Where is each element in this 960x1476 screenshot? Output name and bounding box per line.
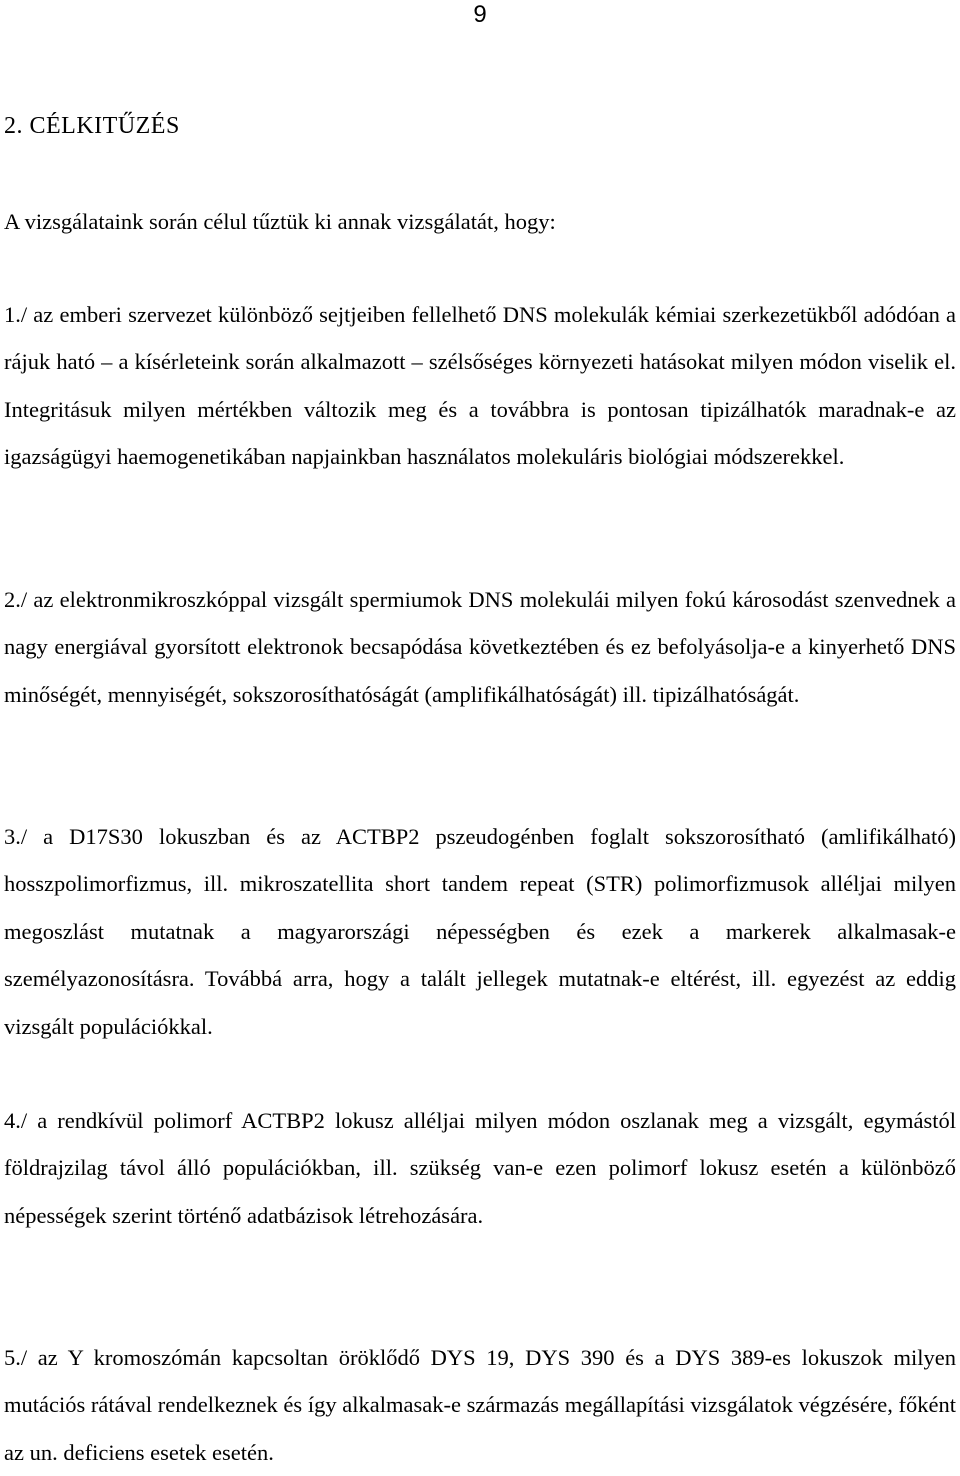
objective-paragraph-4: 4./ a rendkívül polimorf ACTBP2 lokusz alléljai milyen módon oszlanak meg a vizsgált, egymástól földrajzilag távol álló populációkban, ill. szükség van-e ezen polimorf lokusz esetén a különböző népességek szerint történő adatbázisok létrehozására. xyxy=(4,1108,956,1228)
page-number: 9 xyxy=(473,1,487,28)
objective-paragraph-2: 2./ az elektronmikroszkóppal vizsgált spermiumok DNS molekulái milyen fokú károsodást szenvednek a nagy energiával gyorsított elektronok becsapódása következtében és ez befolyásolja-e a kinyerhető DNS minőségét, mennyiségét, sokszorosíthatóságát (amplifikálhatóságát) ill. tipizálhatóságát. xyxy=(4,587,956,707)
section-heading: 2. CÉLKITŰZÉS xyxy=(4,113,180,139)
objective-paragraph-1: 1./ az emberi szervezet különböző sejtjeiben fellelhető DNS molekulák kémiai szerkezetükből adódóan a rájuk ható – a kísérleteink során alkalmazott – szélsőséges környezeti hatásokat milyen módon viselik el. Integritásuk milyen mértékben változik meg és a továbbra is pontosan tipizálhatók maradnak-e az igazságügyi haemogenetikában napjainkban használatos molekuláris biológiai módszerekkel. xyxy=(4,302,956,470)
objective-paragraph-3: 3./ a D17S30 lokuszban és az ACTBP2 pszeudogénben foglalt sokszorosítható (amlifikálható) hosszpolimorfizmus, ill. mikroszatellita short tandem repeat (STR) polimorfizmusok alléljai milyen megoszlást mutatnak a magyarországi népességben és ezek a markerek alkalmasak-e személyazonosításra. Továbbá arra, hogy a talált jellegek mutatnak-e eltérést, ill. egyezést az eddig vizsgált populációkkal. xyxy=(4,824,956,1039)
objective-paragraph-5: 5./ az Y kromoszómán kapcsoltan öröklődő DYS 19, DYS 390 és a DYS 389-es lokuszok milyen mutációs rátával rendelkeznek és így alkalmasak-e származás megállapítási vizsgálatok végzésére, főként az un. deficiens esetek esetén. xyxy=(4,1345,956,1465)
intro-text: A vizsgálataink során célul tűztük ki annak vizsgálatát, hogy: xyxy=(4,209,556,234)
